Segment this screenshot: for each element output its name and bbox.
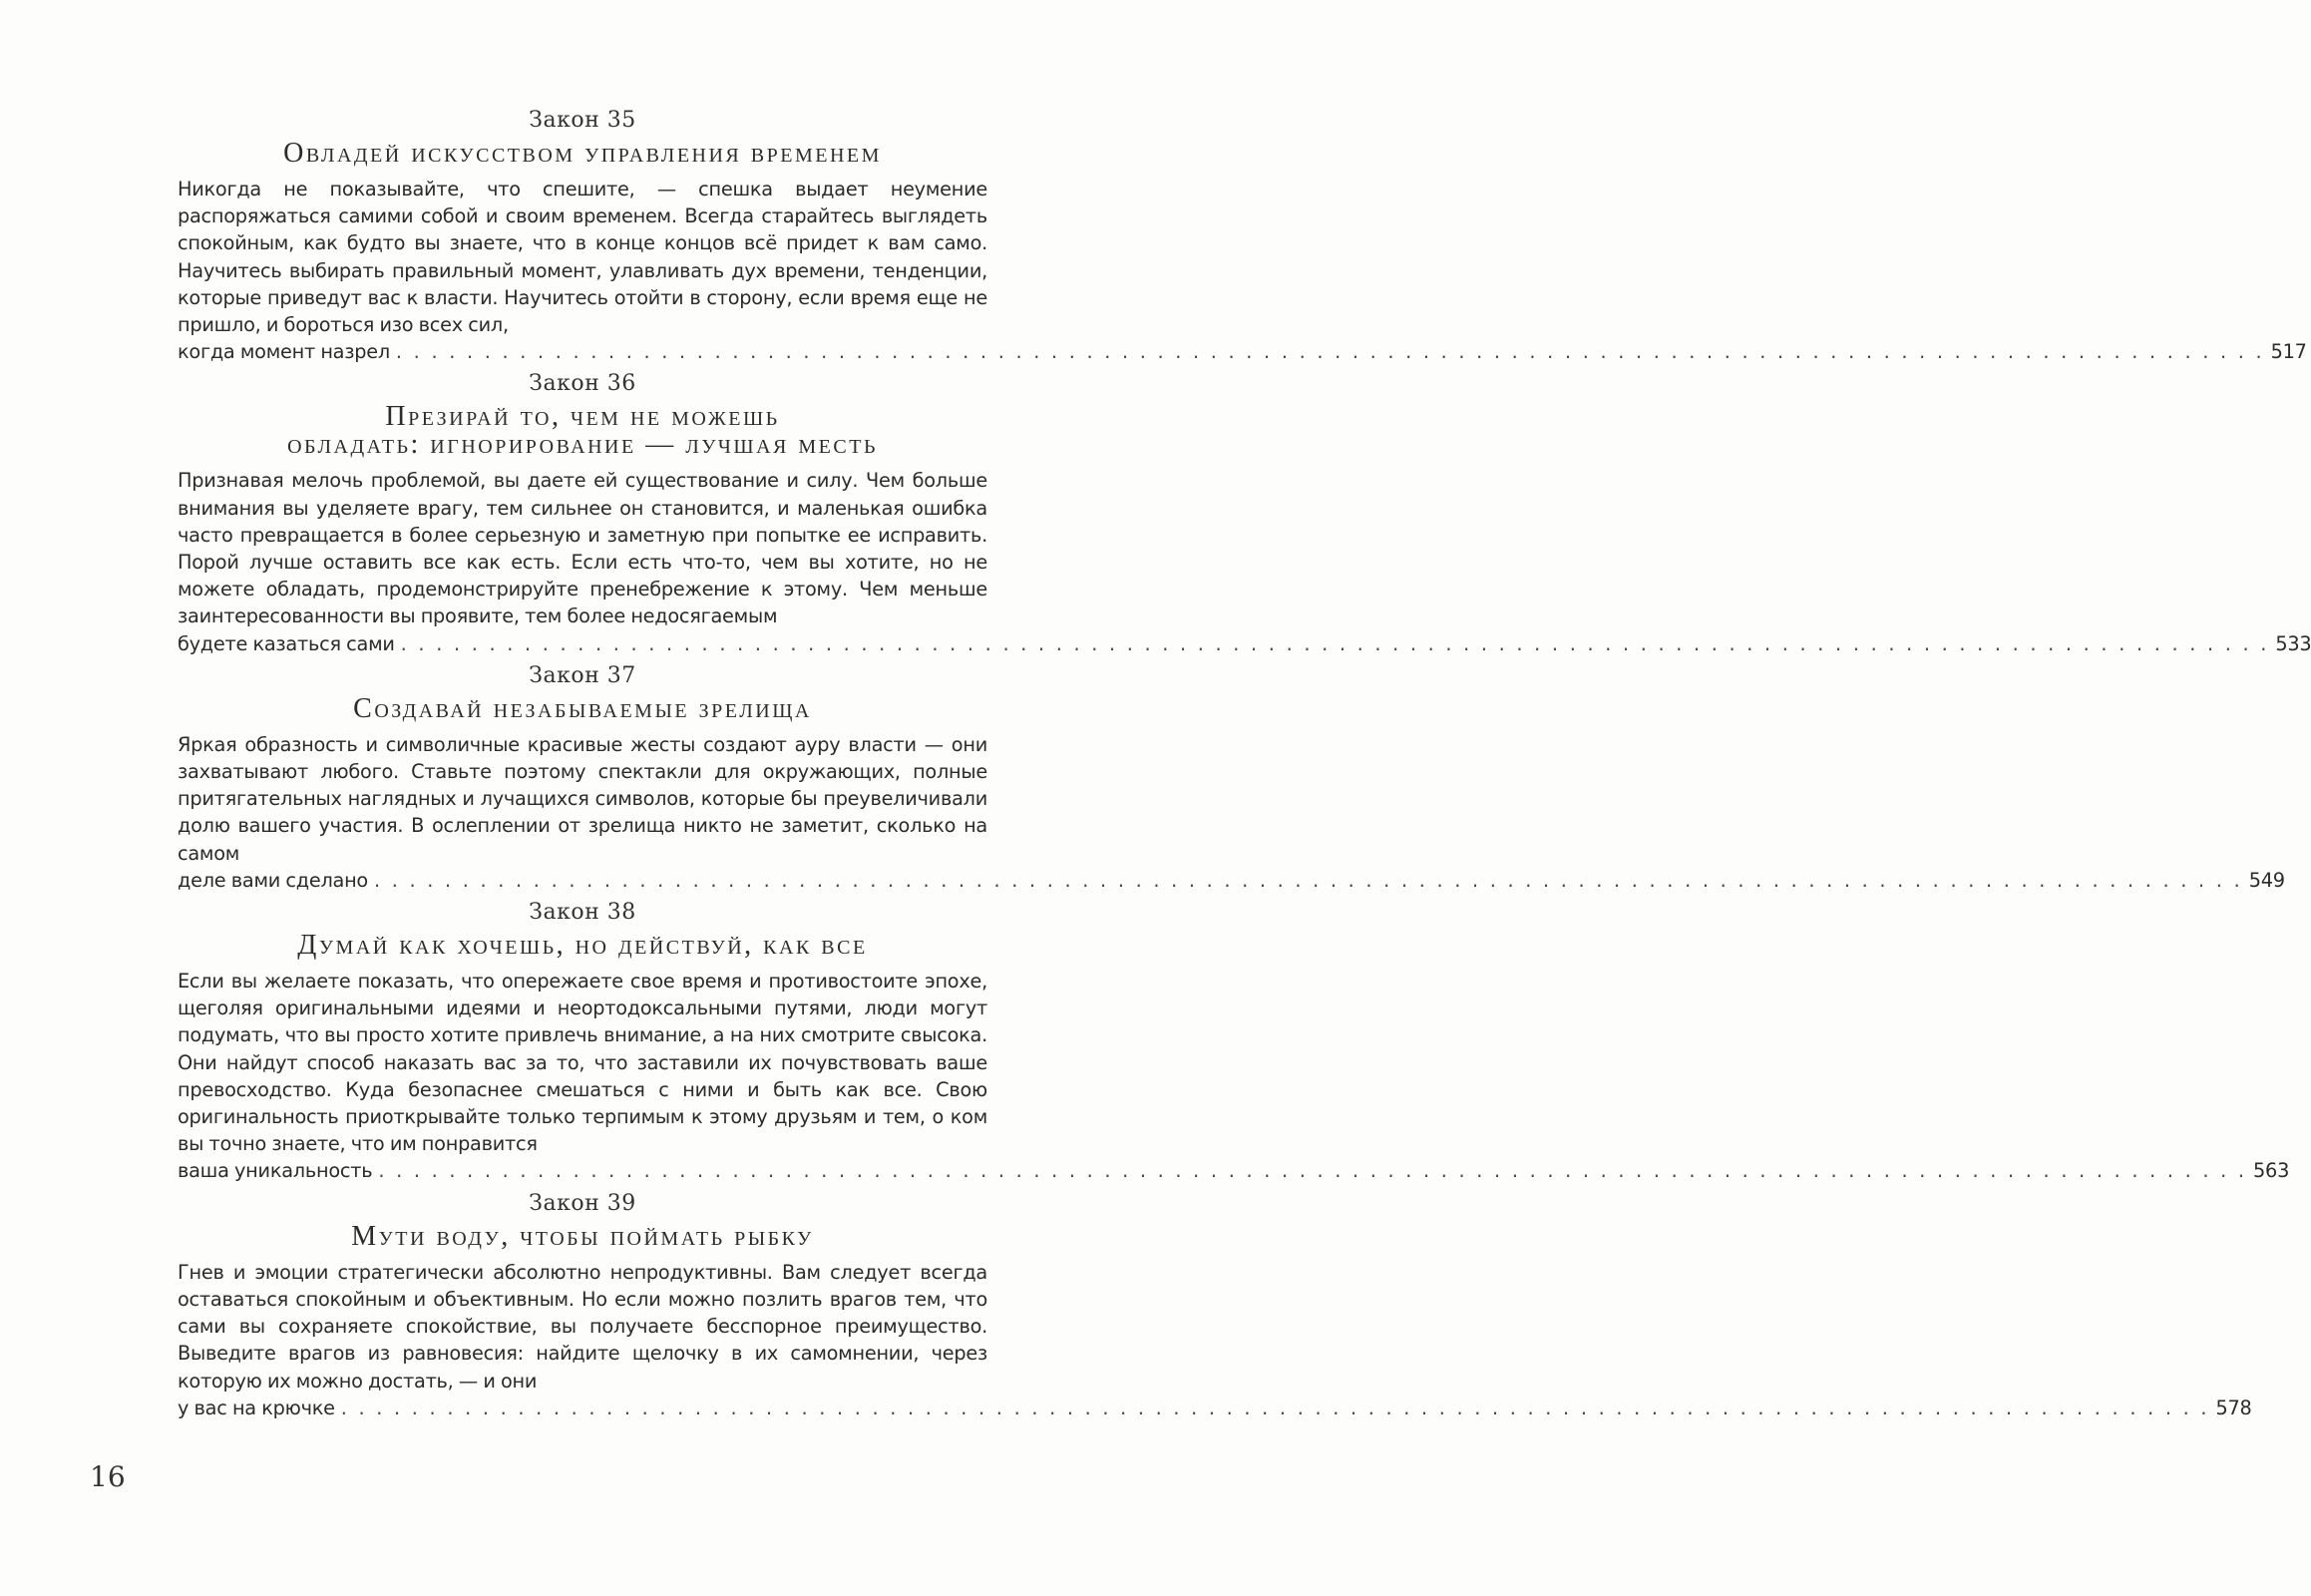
law-title bbox=[178, 403, 987, 459]
law-description bbox=[178, 1259, 2252, 1421]
page-reference: 578 bbox=[2215, 1396, 2252, 1419]
law-number: Закон 39 bbox=[529, 1190, 636, 1216]
law-description-end: у вас на крючке bbox=[178, 1396, 335, 1419]
page-reference-line bbox=[178, 1395, 2252, 1421]
page-reference-line bbox=[178, 630, 2311, 657]
law-title bbox=[178, 692, 987, 724]
law-title-line: Мути воду, чтобы поймать рыбку bbox=[351, 1220, 814, 1252]
law-title-line: обладать: игнорирование — лучшая месть bbox=[287, 429, 878, 461]
law-number: Закон 38 bbox=[529, 900, 636, 926]
table-of-contents bbox=[178, 106, 2311, 1425]
page-reference-line bbox=[178, 867, 2285, 894]
dot-leader: . . . . . . . . . . . . . . . . . . . . . . . . . . . . . . . . . . . . . . . . . . . . . . . . . . . . . . . . . . . . . . . . . . . . . . . . . . . . . . . . . . . . . . . . . . . . . . . . . . . . . . . . . . bbox=[373, 868, 2243, 892]
law-description-end: когда момент назрел bbox=[178, 340, 390, 364]
law-number: Закон 36 bbox=[529, 371, 636, 397]
law-title bbox=[178, 1220, 987, 1252]
page-reference: 563 bbox=[2253, 1159, 2290, 1183]
page-reference: 549 bbox=[2248, 868, 2285, 892]
law-title bbox=[178, 932, 987, 960]
dot-leader: . . . . . . . . . . . . . . . . . . . . . . . . . . . . . . . . . . . . . . . . . . . . . . . . . . . . . . . . . . . . . . . . . . . . . . . . . . . . . . . . . . . . . . . . . . . . . . . . . . . . . . . . . . bbox=[340, 1396, 2210, 1419]
law-entry bbox=[178, 898, 2290, 1185]
law-number: Закон 37 bbox=[529, 662, 636, 688]
law-description-text: Гнев и эмоции стратегически абсолютно непродуктивны. Вам следует всегда оставаться спокойным и объективным. Но если можно позлить врагов тем, что сами вы сохраняете спокойствие, вы получаете бесспорное преимущество. Выведите врагов из равновесия: найдите щелочку в их самомнении, через которую их можно достать, — и они bbox=[178, 1260, 987, 1393]
page-reference: 533 bbox=[2275, 631, 2311, 655]
dot-leader: . . . . . . . . . . . . . . . . . . . . . . . . . . . . . . . . . . . . . . . . . . . . . . . . . . . . . . . . . . . . . . . . . . . . . . . . . . . . . . . . . . . . . . . . . . . . . . . . . . . . . . . . . . bbox=[378, 1159, 2248, 1183]
law-title-line: Создавай незабываемые зрелища bbox=[353, 692, 812, 724]
law-entry bbox=[178, 369, 2311, 656]
page-number: 16 bbox=[90, 1460, 126, 1493]
dot-leader: . . . . . . . . . . . . . . . . . . . . . . . . . . . . . . . . . . . . . . . . . . . . . . . . . . . . . . . . . . . . . . . . . . . . . . . . . . . . . . . . . . . . . . . . . . . . . . . . . . . . . . . . . . bbox=[400, 631, 2270, 655]
law-description-text: Если вы желаете показать, что опережаете свое время и противостоите эпохе, щеголяя оригинальными идеями и неортодоксальными путями, люди могут подумать, что вы просто хотите привлечь внимание, а на них смотрите свысока. Они найдут способ наказать вас за то, что заставили их почувствовать ваше превосходство. Куда безопаснее смешаться с ними и быть как все. Свою оригинальность приоткрывайте только терпимым к этому друзьям и тем, о ком вы точно знаете, что им понравится bbox=[178, 970, 987, 1156]
law-description bbox=[178, 731, 2285, 894]
law-number: Закон 35 bbox=[529, 108, 636, 133]
law-entry bbox=[178, 661, 2285, 894]
law-title-line: Думай как хочешь, но действуй, как все bbox=[297, 930, 868, 962]
page-reference-line bbox=[178, 1157, 2290, 1184]
law-entry bbox=[178, 1189, 2252, 1421]
law-description-end: деле вами сделано bbox=[178, 868, 368, 892]
law-description-end: ваша уникальность bbox=[178, 1159, 373, 1183]
law-description-text: Яркая образность и символичные красивые жесты создают ауру власти — они захватывают любого. Ставьте поэтому спектакли для окружающих, полные притягательных наглядных и лучащихся символов, которые бы преувеличивали долю вашего участия. В ослеплении от зрелища никто не заметит, сколько на самом bbox=[178, 732, 987, 865]
dot-leader: . . . . . . . . . . . . . . . . . . . . . . . . . . . . . . . . . . . . . . . . . . . . . . . . . . . . . . . . . . . . . . . . . . . . . . . . . . . . . . . . . . . . . . . . . . . . . . . . . . . . . . . . . . bbox=[395, 340, 2265, 364]
law-description bbox=[178, 968, 2290, 1185]
page-reference-line bbox=[178, 338, 2307, 365]
law-description bbox=[178, 176, 2307, 365]
law-description bbox=[178, 467, 2311, 656]
law-entry bbox=[178, 106, 2307, 365]
law-title bbox=[178, 140, 987, 168]
page-reference: 517 bbox=[2270, 340, 2307, 364]
law-title-line: Овладей искусством управления временем bbox=[283, 138, 882, 169]
law-description-text: Признавая мелочь проблемой, вы даете ей существование и силу. Чем больше внимания вы уделяете врагу, тем сильнее он становится, и маленькая ошибка часто превращается в более серьезную и заметную при попытке ее исправить. Порой лучше оставить все как есть. Если есть что-то, чем вы хотите, но не можете обладать, продемонстрируйте пренебрежение к этому. Чем меньше заинтересованности вы проявите, тем более недосягаемым bbox=[178, 469, 987, 628]
law-description-text: Никогда не показывайте, что спешите, — спешка выдает неумение распоряжаться самими собой и своим временем. Всегда старайтесь выглядеть спокойным, как будто вы знаете, что в конце концов всё придет к вам само. Научитесь выбирать правильный момент, улавливать дух времени, тенденции, которые приведут вас к власти. Научитесь отойти в сторону, если время еще не пришло, и бороться изо всех сил, bbox=[178, 178, 987, 337]
law-title-line: Презирай то, чем не можешь bbox=[385, 401, 780, 433]
law-description-end: будете казаться сами bbox=[178, 631, 395, 655]
